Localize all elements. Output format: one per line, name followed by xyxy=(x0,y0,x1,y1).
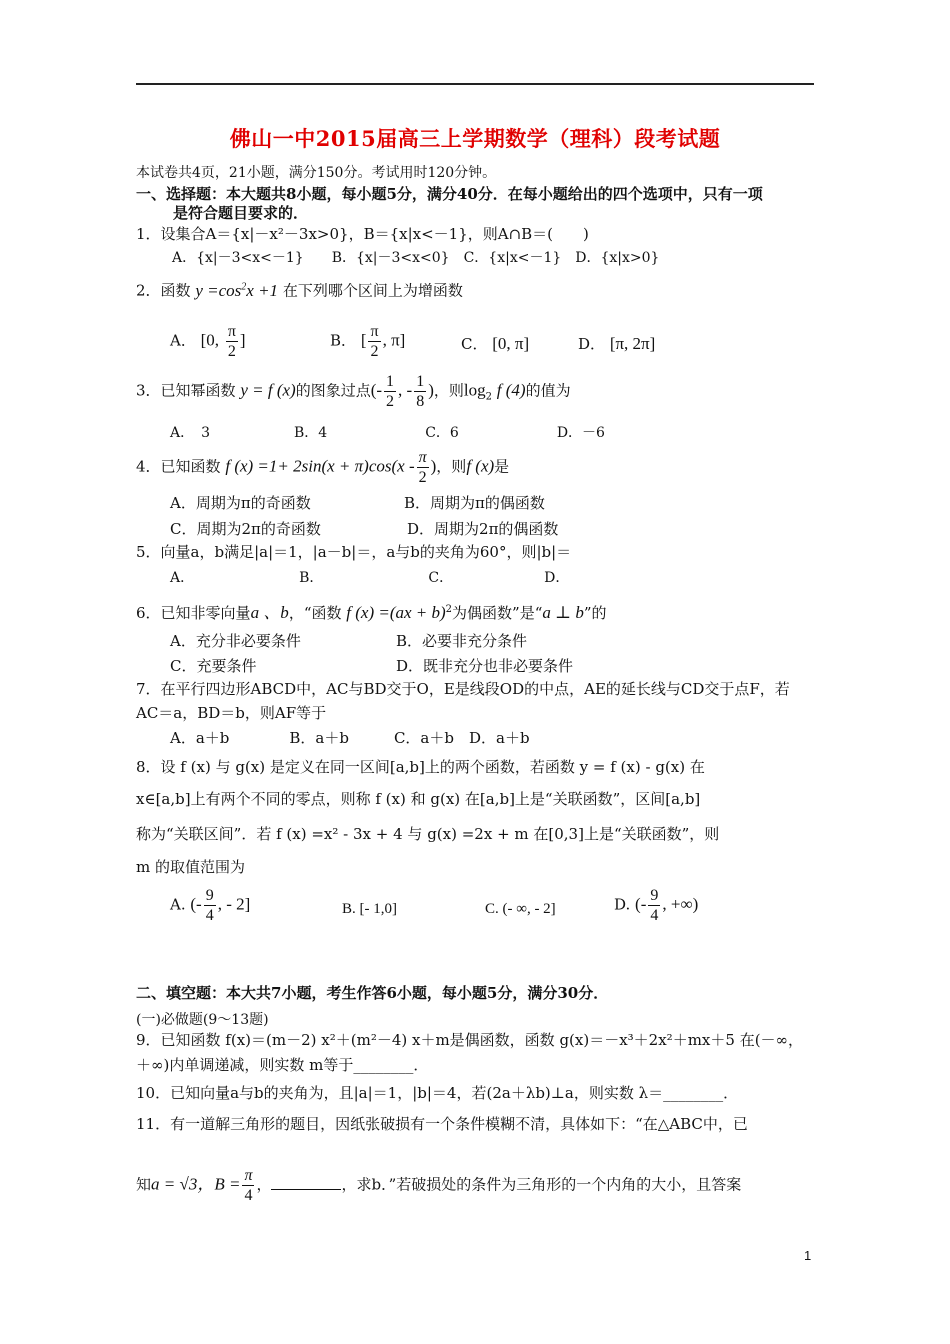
q2-number: 2． xyxy=(136,281,161,300)
q6-stem: 6．已知非零向量a 、b，“函数 f (x) =(ax + b)$^2$为偶函数”是“a ⊥ b”的 xyxy=(136,603,607,622)
q11-line2: 知a = √3，B = $\frac{\pi}{4}$ ， ，求b．”若破损处的条件为三角形的一个内角的大小，且答案 xyxy=(136,1167,742,1204)
q8-line3: 称为“关联区间”．若 f (x) =x² - 3x + 4 与 g(x) =2x + m 在[0,3]上是“关联函数”，则 xyxy=(136,825,720,843)
q8-line1: 8．设 f (x) 与 g(x) 是定义在同一区间[a,b]上的两个函数，若函数 y = f (x) - g(x) 在 xyxy=(136,758,705,776)
exam-intro: 本试卷共4页，21小题，满分150分。考试用时120分钟。 xyxy=(136,165,497,181)
section2-subheading: (一)必做题(9～13题) xyxy=(136,1012,269,1028)
q2-option-d: D． [π, 2π] xyxy=(578,334,656,353)
q9-line1: 9．已知函数 f(x)＝(m－2) x²＋(m²－4) x＋m是偶函数，函数 g(x)＝－x³＋2x²＋mx＋5 在(－∞， xyxy=(136,1031,804,1049)
q10-stem: 10．已知向量a与b的夹角为，且|a|＝1，|b|＝4，若(2a＋λb)⊥a，则实数 λ＝________． xyxy=(136,1084,739,1102)
page-title: 佛山一中2015届高三上学期数学（理科）段考试题 xyxy=(229,126,721,151)
q11-line1: 11．有一道解三角形的题目，因纸张破损有一个条件模糊不清，具体如下：“在△ABC中，已 xyxy=(136,1115,748,1133)
section2-heading: 二、填空题：本大共7小题，考生作答6小题，每小题5分，满分30分． xyxy=(136,984,609,1002)
q9-line2: ＋∞)内单调递减，则实数 m等于________． xyxy=(136,1056,429,1074)
q4-stem: 4．已知函数 f (x) =1+ 2sin(x + π)cos(x - $\frac{\pi}{2}$ )，则f (x)是 xyxy=(136,449,510,486)
q6-option-c: C．充要条件 xyxy=(170,657,257,675)
q3-options: A． 3 B．4 C．6 D．－6 xyxy=(170,425,605,441)
q2-option-a: A． [0, $\frac{\pi}{2}$ ] xyxy=(170,323,246,360)
q7-stem-cont: AC＝a，BD＝b，则AF等于 xyxy=(136,704,327,722)
q6-option-d: D．既非充分也非必要条件 xyxy=(396,657,574,675)
q4-option-d: D．周期为2π的偶函数 xyxy=(407,520,559,538)
q8-line2: x∈[a,b]上有两个不同的零点，则称 f (x) 和 g(x) 在[a,b]上是“关联函数”，区间[a,b] xyxy=(136,790,701,808)
q8-line4: m 的取值范围为 xyxy=(136,858,245,876)
q3-stem: 3．已知幂函数 y = f (x)的图象过点(- $\frac{1}{2}$ , - $\frac{1}{8}$ )，则$\log_2 f$ (4)的值为 xyxy=(136,373,571,410)
q11-blank xyxy=(271,1175,341,1190)
q8-option-b: B. [- 1,0] xyxy=(342,901,397,917)
q4-option-b: B．周期为π的偶函数 xyxy=(404,494,545,512)
q2-post: 在下列哪个区间上为增函数 xyxy=(282,281,463,300)
q5-stem: 5．向量a，b满足|a|＝1，|a－b|＝，a与b的夹角为60°，则|b|＝ xyxy=(136,543,572,561)
header-rule xyxy=(136,83,814,85)
q2-stem xyxy=(136,277,463,301)
section1-heading: 一、选择题：本大题共8小题，每小题5分，满分40分．在每小题给出的四个选项中，只有一项 xyxy=(136,185,763,203)
q2-option-b: B． [ $\frac{\pi}{2}$ , π] xyxy=(330,323,406,360)
q4-option-a: A．周期为π的奇函数 xyxy=(170,494,311,512)
q2-option-c: C． [0, π] xyxy=(461,334,530,353)
q4-option-c: C．周期为2π的奇函数 xyxy=(170,520,321,538)
q2-pre: 函数 xyxy=(160,281,191,300)
q8-option-d: D. (- $\frac{9}{4}$ , +∞) xyxy=(614,887,699,924)
q1-options: A．{x|－3<x<－1} B．{x|－3<x<0} C．{x|x<－1} D．{x|x>0} xyxy=(172,250,660,266)
q6-option-a: A．充分非必要条件 xyxy=(170,632,301,650)
q8-option-c: C. (- ∞, - 2] xyxy=(485,901,556,917)
q8-option-a: A. (- $\frac{9}{4}$ , - 2] xyxy=(170,887,251,924)
q5-options: A． B． C． D． xyxy=(170,570,570,586)
q7-options: A．a＋b B．a＋b C．a＋b D．a＋b xyxy=(170,729,530,747)
q6-option-b: B．必要非充分条件 xyxy=(396,632,528,650)
section1-heading-cont: 是符合题目要求的． xyxy=(173,204,309,222)
q1-stem: 1．设集合A＝{x|－x²－3x>0}，B＝{x|x<－1}，则A∩B＝( ) xyxy=(136,225,589,243)
page-number: 1 xyxy=(804,1248,812,1263)
q7-stem: 7．在平行四边形ABCD中，AC与BD交于O，E是线段OD的中点，AE的延长线与CD交于点F，若 xyxy=(136,680,790,698)
q2-function: $y =\cos^2x +1$ xyxy=(195,280,279,300)
